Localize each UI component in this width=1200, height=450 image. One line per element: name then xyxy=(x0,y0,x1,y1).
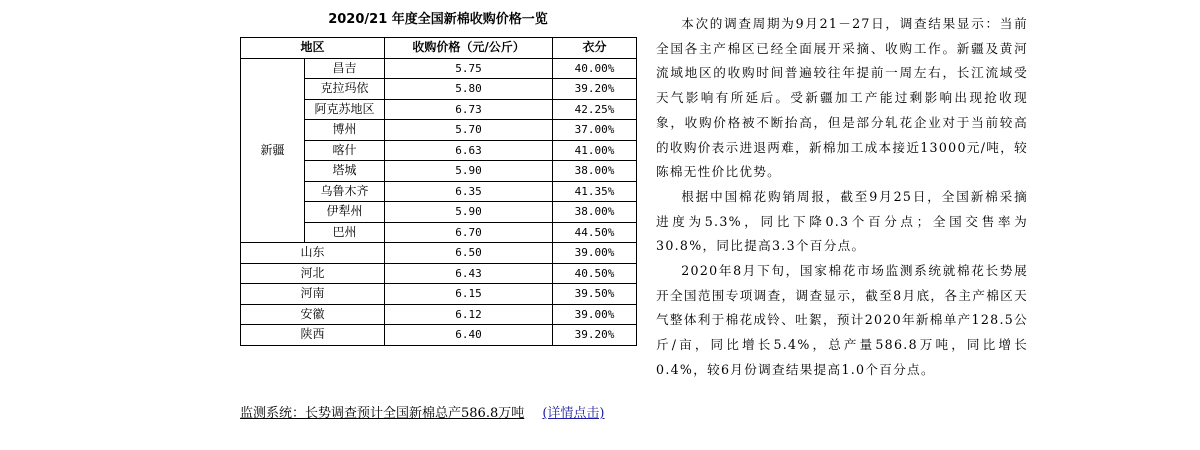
lint-cell: 41.35% xyxy=(553,181,637,202)
price-cell: 6.35 xyxy=(385,181,553,202)
table-body xyxy=(241,58,637,345)
price-cell: 6.50 xyxy=(385,243,553,264)
price-cell: 5.80 xyxy=(385,79,553,100)
subregion-name: 昌吉 xyxy=(305,58,385,79)
details-link[interactable]: (详情点击) xyxy=(542,406,605,421)
subregion-name: 克拉玛依 xyxy=(305,79,385,100)
lint-cell: 39.20% xyxy=(553,325,637,346)
lint-cell: 40.00% xyxy=(553,58,637,79)
monitoring-caption-link[interactable]: 监测系统：长势调查预计全国新棉总产586.8万吨 xyxy=(240,406,525,421)
lint-cell: 42.25% xyxy=(553,99,637,120)
table-header-row xyxy=(241,38,637,59)
price-cell: 6.73 xyxy=(385,99,553,120)
lint-cell: 38.00% xyxy=(553,161,637,182)
footer xyxy=(240,404,605,424)
subregion-name: 阿克苏地区 xyxy=(305,99,385,120)
subregion-name: 塔城 xyxy=(305,161,385,182)
article-paragraph: 本次的调查周期为9月21－27日，调查结果显示：当前全国各主产棉区已经全面展开采摘、收购工作。新疆及黄河流域地区的收购时间普遍较往年提前一周左右，长江流域受天气影响有所延后。受新疆加工产能过剩影响出现抢收现象，收购价格被不断抬高，但是部分轧花企业对于当前较高的收购价表示进退两难，新棉加工成本接近13000元/吨，较陈棉无性价比优势。 xyxy=(656,16,1028,180)
subregion-name: 伊犁州 xyxy=(305,202,385,223)
table-row xyxy=(241,243,637,264)
lint-cell: 39.00% xyxy=(553,304,637,325)
region-name: 河北 xyxy=(241,263,385,284)
price-cell: 5.90 xyxy=(385,202,553,223)
subregion-name: 博州 xyxy=(305,120,385,141)
price-cell: 5.70 xyxy=(385,120,553,141)
price-cell: 5.90 xyxy=(385,161,553,182)
lint-cell: 38.00% xyxy=(553,202,637,223)
article-text xyxy=(656,12,1028,383)
lint-cell: 41.00% xyxy=(553,140,637,161)
subregion-name: 乌鲁木齐 xyxy=(305,181,385,202)
table-row xyxy=(241,304,637,325)
article-paragraph: 根据中国棉花购销周报，截至9月25日，全国新棉采摘进度为5.3%，同比下降0.3个百分点；全国交售率为30.8%，同比提高3.3个百分点。 xyxy=(656,188,1028,254)
table-row xyxy=(241,58,637,79)
region-name: 安徽 xyxy=(241,304,385,325)
article-paragraph: 2020年8月下旬，国家棉花市场监测系统就棉花长势展开全国范围专项调查，调查显示，截至8月底，各主产棉区天气整体利于棉花成铃、吐絮，预计2020年新棉单产128.5公斤/亩，同比增长5.4%，总产量586.8万吨，同比增长0.4%，较6月份调查结果提高1.0个百分点。 xyxy=(656,263,1028,377)
lint-cell: 37.00% xyxy=(553,120,637,141)
lint-cell: 39.50% xyxy=(553,284,637,305)
header-lint: 衣分 xyxy=(553,38,637,59)
price-cell: 6.70 xyxy=(385,222,553,243)
price-cell: 6.43 xyxy=(385,263,553,284)
subregion-name: 巴州 xyxy=(305,222,385,243)
header-region: 地区 xyxy=(241,38,385,59)
region-name: 河南 xyxy=(241,284,385,305)
table-row xyxy=(241,284,637,305)
price-cell: 6.12 xyxy=(385,304,553,325)
table-title: 2020/21 年度全国新棉收购价格一览 xyxy=(328,12,548,27)
header-price: 收购价格（元/公斤） xyxy=(385,38,553,59)
table-row xyxy=(241,325,637,346)
cotton-price-table xyxy=(240,37,637,346)
region-name: 山东 xyxy=(241,243,385,264)
lint-cell: 39.20% xyxy=(553,79,637,100)
table-row xyxy=(241,263,637,284)
price-cell: 6.63 xyxy=(385,140,553,161)
price-cell: 6.15 xyxy=(385,284,553,305)
lint-cell: 40.50% xyxy=(553,263,637,284)
region-xinjiang: 新疆 xyxy=(241,58,305,243)
region-name: 陕西 xyxy=(241,325,385,346)
subregion-name: 喀什 xyxy=(305,140,385,161)
price-cell: 6.40 xyxy=(385,325,553,346)
lint-cell: 44.50% xyxy=(553,222,637,243)
lint-cell: 39.00% xyxy=(553,243,637,264)
price-cell: 5.75 xyxy=(385,58,553,79)
